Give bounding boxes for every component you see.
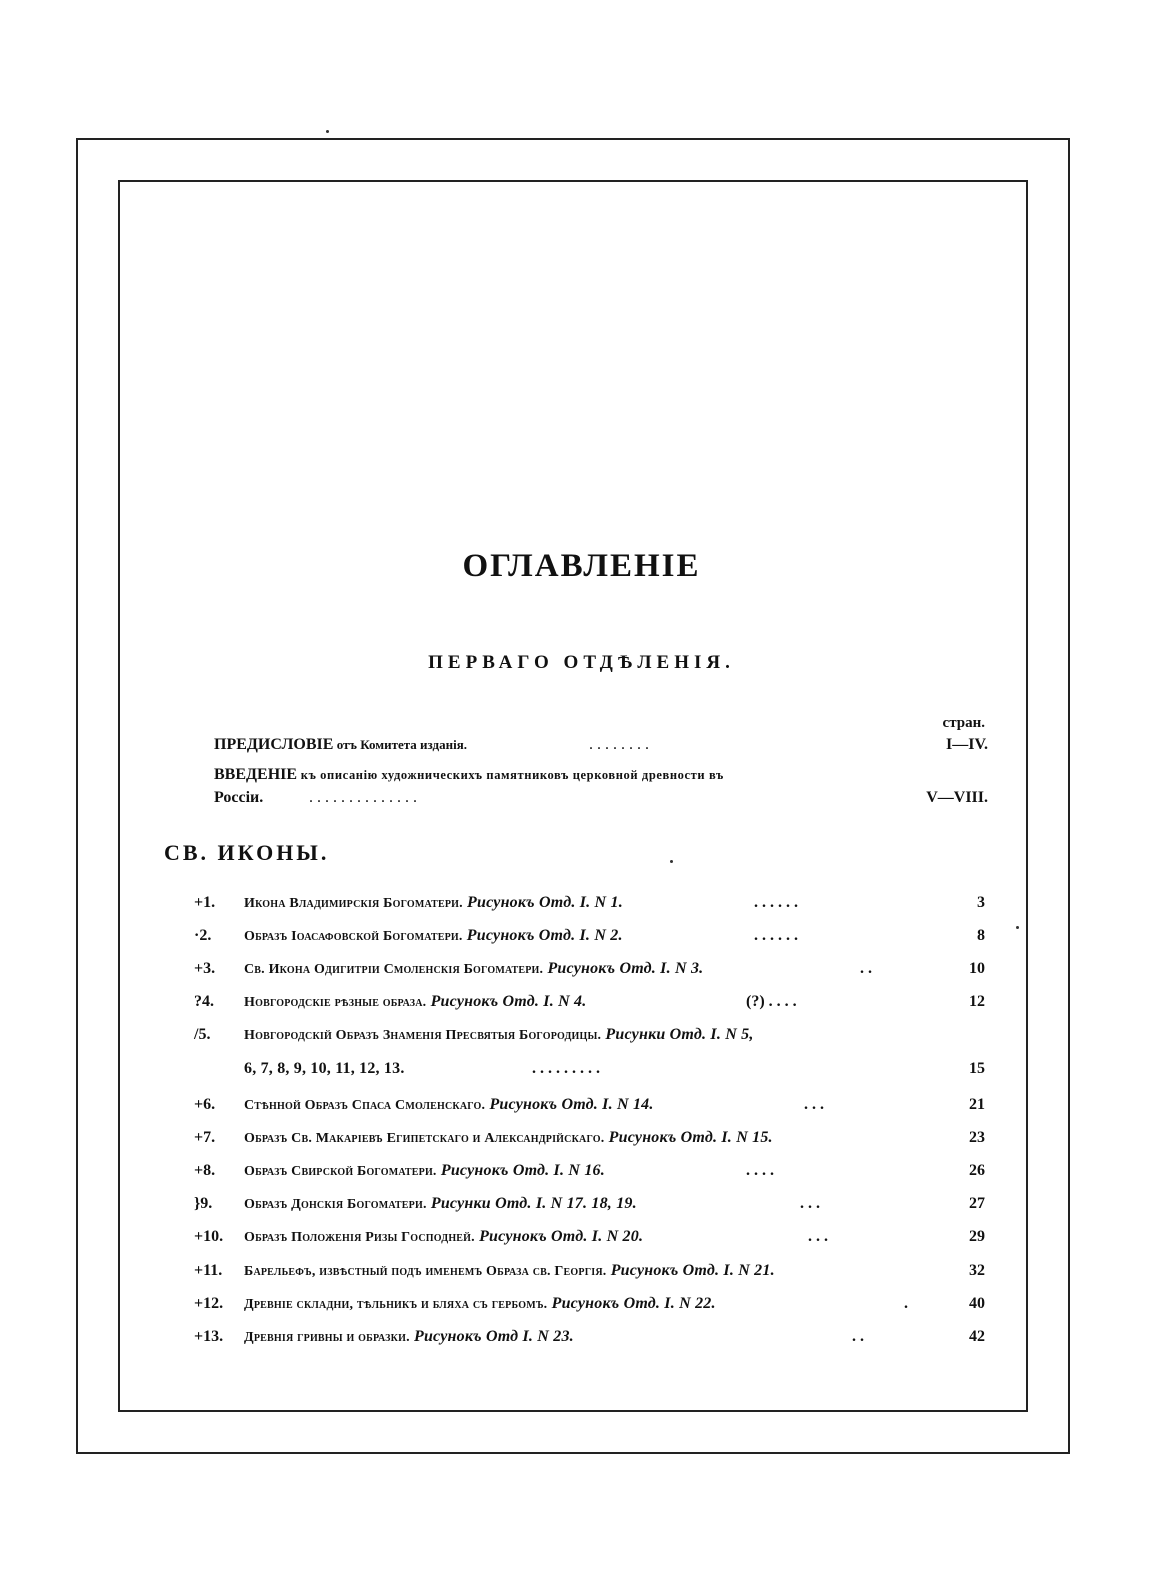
toc-entry xyxy=(0,894,1163,922)
entry-dots: . xyxy=(904,1295,908,1312)
entry-number: ?4. xyxy=(194,993,214,1010)
entry-page: 10 xyxy=(969,960,985,977)
toc-entry xyxy=(0,960,1163,988)
introduction-line2: Россіи. xyxy=(214,789,264,806)
page-column-header: стран. xyxy=(942,715,985,731)
entry-title: Образъ Свирской Богоматери. xyxy=(244,1164,437,1179)
toc-entry xyxy=(0,1026,1163,1054)
page-title: ОГЛАВЛЕНІЕ xyxy=(462,548,701,584)
entry-text xyxy=(244,1129,773,1147)
entry-title: Образъ Іоасафовской Богоматери. xyxy=(244,929,463,944)
toc-entry xyxy=(0,1295,1163,1323)
entry-title: Древніе складни, тѣльникъ и бляха съ гербомъ. xyxy=(244,1297,548,1312)
entry-page: 8 xyxy=(977,927,985,944)
entry-figure-ref: Рисунокъ Отд. I. N 2. xyxy=(466,927,623,944)
speck xyxy=(1016,926,1019,929)
entry-text xyxy=(244,1026,754,1044)
toc-entry xyxy=(0,1328,1163,1356)
entry-dots: . . xyxy=(852,1328,864,1345)
entry-figure-ref: Рисунки Отд. I. N 17. 18, 19. xyxy=(430,1195,637,1212)
toc-entry xyxy=(0,1129,1163,1157)
entry-page: 21 xyxy=(969,1096,985,1113)
toc-entry xyxy=(0,1195,1163,1223)
entry-text xyxy=(244,1228,643,1246)
speck xyxy=(670,860,673,863)
entry-number: +1. xyxy=(194,894,216,911)
toc-entry xyxy=(0,1162,1163,1190)
entry-figure-ref: Рисунокъ Отд. I. N 15. xyxy=(608,1129,773,1146)
entry-text xyxy=(244,1096,654,1114)
entry-dots: . . . . xyxy=(746,1162,774,1179)
toc-entry xyxy=(0,993,1163,1021)
entry-dots: . . . . . . xyxy=(754,927,798,944)
entry-number: +6. xyxy=(194,1096,216,1113)
toc-entry xyxy=(0,1228,1163,1256)
entry-number: +12. xyxy=(194,1295,224,1312)
entry-figure-ref: Рисунокъ Отд. I. N 1. xyxy=(467,894,623,911)
entry-text xyxy=(244,894,623,912)
entry-text xyxy=(244,1328,574,1346)
entry-title: Новгородскій Образъ Знаменія Пресвятыя Богородицы. xyxy=(244,1028,602,1043)
introduction-pages: V—VIII. xyxy=(926,789,988,806)
entry-figure-ref: Рисунокъ Отд. I. N 20. xyxy=(479,1228,644,1245)
entry-number: +11. xyxy=(194,1262,223,1279)
entry-text xyxy=(244,927,623,945)
entry-page: 3 xyxy=(977,894,985,911)
entry-text xyxy=(244,1195,637,1213)
preface-label: ПРЕДИСЛОВІЕ отъ Комитета изданія. xyxy=(214,736,467,753)
toc-entry xyxy=(0,1262,1163,1290)
entry-text xyxy=(244,1295,716,1313)
entry-page: 12 xyxy=(969,993,985,1010)
speck xyxy=(326,130,329,133)
entry-title: Образъ Св. Макаріевъ Египетскаго и Александрійскаго. xyxy=(244,1131,605,1146)
entry-number: ·2. xyxy=(194,927,212,944)
entry-page: 32 xyxy=(969,1262,985,1279)
entry-title: Образъ Донскія Богоматери. xyxy=(244,1197,427,1212)
introduction-dots: . . . . . . . . . . . . . . xyxy=(309,789,417,806)
entry-number: +13. xyxy=(194,1328,224,1345)
entry-page: 26 xyxy=(969,1162,985,1179)
introduction-row-2 xyxy=(214,789,988,813)
preface-pages: I—IV. xyxy=(946,736,988,753)
entry-title: Икона Владимирскія Богоматери. xyxy=(244,896,463,911)
entry-page: 27 xyxy=(969,1195,985,1212)
entry-figure-ref: Рисунокъ Отд. I. N 16. xyxy=(440,1162,605,1179)
entry-page: 42 xyxy=(969,1328,985,1345)
entry-number: +10. xyxy=(194,1228,224,1245)
preface-row xyxy=(214,736,988,760)
entry-continuation-text: 6, 7, 8, 9, 10, 11, 12, 13. xyxy=(244,1060,405,1077)
entry-figure-ref: Рисунокъ Отд. I. N 21. xyxy=(610,1262,775,1279)
entry-page: 15 xyxy=(969,1060,985,1077)
entry-text xyxy=(244,1162,605,1180)
entry-dots: . . . . . . . . . xyxy=(532,1060,600,1077)
section-title: СВ. ИКОНЫ. xyxy=(164,840,330,865)
preface-dots: . . . . . . . . xyxy=(589,736,649,753)
entry-number: /5. xyxy=(194,1026,211,1043)
introduction-label: ВВЕДЕНІЕ къ описанію художническихъ памятниковъ церковной древности въ xyxy=(214,766,724,783)
entry-figure-ref: Рисунокъ Отд I. N 23. xyxy=(413,1328,574,1345)
entry-page: 23 xyxy=(969,1129,985,1146)
entry-text xyxy=(244,993,586,1011)
entry-number: +3. xyxy=(194,960,216,977)
entry-title: Древнія гривны и образки. xyxy=(244,1330,410,1345)
entry-dots: . . xyxy=(860,960,872,977)
entry-title: Новгородскіе рѣзные образа. xyxy=(244,995,427,1010)
entry-dots: . . . . . . xyxy=(754,894,798,911)
page-subtitle: ПЕРВАГО ОТДѢЛЕНІЯ. xyxy=(428,652,735,673)
entry-text xyxy=(244,960,703,978)
entry-figure-ref: Рисунки Отд. I. N 5, xyxy=(605,1026,754,1043)
entry-page: 29 xyxy=(969,1228,985,1245)
entry-title: Стѣнной Образъ Спаса Смоленскаго. xyxy=(244,1098,486,1113)
entry-title: Барельефъ, извѣстный подъ именемъ Образа св. Георгія. xyxy=(244,1264,607,1279)
entry-text xyxy=(244,1262,775,1280)
entry-figure-ref: Рисунокъ Отд. I. N 22. xyxy=(551,1295,716,1312)
entry-number: +7. xyxy=(194,1129,216,1146)
toc-entry xyxy=(0,1096,1163,1124)
entry-number: +8. xyxy=(194,1162,216,1179)
entry-figure-ref: Рисунокъ Отд. I. N 14. xyxy=(489,1096,654,1113)
entry-title: Св. Икона Одигитріи Смоленскія Богоматери. xyxy=(244,962,544,977)
entry-page: 40 xyxy=(969,1295,985,1312)
entry-dots: . . . xyxy=(804,1096,824,1113)
entry-number: }9. xyxy=(194,1195,213,1212)
entry-dots: . . . xyxy=(800,1195,820,1212)
entry-dots: (?) . . . . xyxy=(746,993,797,1010)
entry-figure-ref: Рисунокъ Отд. I. N 3. xyxy=(547,960,704,977)
introduction-row xyxy=(214,766,988,790)
entry-figure-ref: Рисунокъ Отд. I. N 4. xyxy=(430,993,587,1010)
entry-dots: . . . xyxy=(808,1228,828,1245)
toc-entry-continuation xyxy=(0,1060,1163,1088)
toc-entry xyxy=(0,927,1163,955)
entry-title: Образъ Положенія Ризы Господней. xyxy=(244,1230,475,1245)
